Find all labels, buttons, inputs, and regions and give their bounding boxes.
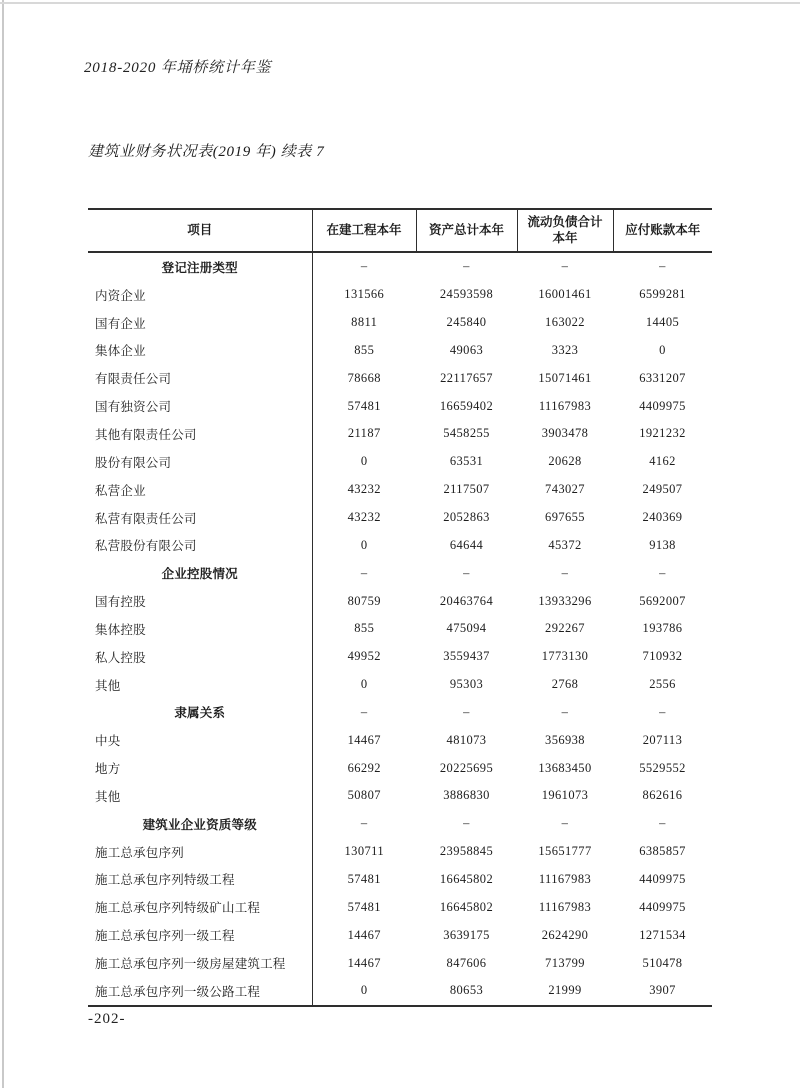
cell-value: 697655 (545, 510, 585, 525)
table-row (88, 309, 712, 337)
cell-value: 710932 (642, 649, 683, 664)
cell-value: 0 (659, 342, 666, 357)
cell-value: 24593598 (439, 287, 494, 302)
cell-value: 163022 (545, 315, 585, 330)
cell-value: 0 (360, 537, 368, 552)
table-row (88, 921, 712, 949)
cell-value: – (463, 704, 470, 719)
cell-value: 43232 (347, 482, 381, 497)
table-header-row (88, 209, 712, 252)
row-label: 集体企业 (88, 337, 312, 365)
row-label: 国有企业 (88, 309, 312, 337)
cell-value: 6599281 (639, 287, 686, 302)
cell-value: 15651777 (538, 844, 592, 859)
cell-value: 475094 (446, 621, 487, 636)
cell-value: 80759 (347, 593, 381, 608)
row-label: 其他 (88, 671, 312, 699)
cell-value: 4162 (649, 454, 676, 469)
cell-value: 57481 (347, 899, 381, 914)
table-row (88, 448, 712, 476)
row-label: 私营股份有限公司 (88, 531, 312, 559)
table-header (88, 209, 712, 252)
cell-value: 2768 (551, 677, 579, 692)
cell-value: – (360, 259, 368, 274)
cell-value: 862616 (642, 788, 683, 803)
cell-value: 240369 (642, 510, 683, 525)
row-label: 施工总承包序列 (88, 838, 312, 866)
cell-value: – (561, 704, 569, 719)
row-label: 隶属关系 (88, 699, 312, 727)
cell-value: 16645802 (439, 871, 494, 886)
cell-value: 43232 (347, 510, 381, 525)
cell-value: 64644 (449, 537, 484, 552)
cell-value: 4409975 (639, 871, 686, 886)
cell-value: 6331207 (639, 370, 686, 385)
cell-value: 292267 (545, 621, 585, 636)
scan-edge-left (2, 0, 4, 1088)
cell-value: 855 (354, 342, 375, 357)
cell-value: 510478 (642, 955, 683, 970)
running-head: 2018-2020 年埇桥统计年鉴 (84, 60, 272, 76)
cell-value: 3903478 (541, 426, 589, 441)
table-row (88, 337, 712, 365)
row-label: 登记注册类型 (88, 252, 312, 281)
cell-value: 9138 (649, 537, 676, 552)
cell-value: 5529552 (639, 760, 686, 775)
row-label: 有限责任公司 (88, 364, 312, 392)
cell-value: 63531 (449, 454, 484, 469)
cell-value: 15071461 (538, 370, 592, 385)
cell-value: 49063 (449, 342, 484, 357)
cell-value: 57481 (347, 871, 381, 886)
cell-value: 5458255 (443, 426, 490, 441)
cell-value: 14405 (645, 315, 680, 330)
cell-value: 3559437 (443, 649, 490, 664)
table-row (88, 838, 712, 866)
table-row (88, 587, 712, 615)
cell-value: 95303 (449, 677, 484, 692)
cell-value: – (561, 565, 569, 580)
row-label: 私人控股 (88, 643, 312, 671)
cell-value: 21999 (517, 977, 613, 1006)
cell-value: 245840 (446, 315, 487, 330)
row-label: 施工总承包序列一级工程 (88, 921, 312, 949)
cell-value: – (463, 816, 470, 831)
cell-value: 2117507 (443, 482, 490, 497)
table-row (88, 949, 712, 977)
column-header-0: 项目 (88, 209, 312, 252)
cell-value: 21187 (347, 426, 381, 441)
table-row (88, 866, 712, 894)
cell-value: 2052863 (443, 510, 490, 525)
cell-value: 14467 (347, 732, 381, 747)
section-row (88, 810, 712, 838)
cell-value: 847606 (446, 955, 487, 970)
cell-value: 4409975 (639, 398, 686, 413)
row-label: 私营企业 (88, 476, 312, 504)
table-row (88, 364, 712, 392)
cell-value: 14467 (347, 955, 381, 970)
cell-value: – (463, 259, 470, 274)
cell-value: 11167983 (538, 871, 592, 886)
row-label: 私营有限责任公司 (88, 504, 312, 532)
table-body (88, 252, 712, 1006)
cell-value: – (360, 704, 368, 719)
cell-value: 3907 (613, 977, 712, 1006)
row-label: 企业控股情况 (88, 559, 312, 587)
cell-value: 3886830 (443, 788, 490, 803)
table-row (88, 504, 712, 532)
cell-value: 16659402 (439, 398, 494, 413)
cell-value: 1921232 (639, 426, 686, 441)
cell-value: 6385857 (639, 844, 686, 859)
cell-value: 855 (354, 621, 375, 636)
cell-value: 0 (360, 454, 368, 469)
cell-value: 713799 (545, 955, 585, 970)
section-row (88, 252, 712, 281)
cell-value: 80653 (416, 977, 517, 1006)
cell-value: 66292 (347, 760, 381, 775)
row-label: 中央 (88, 726, 312, 754)
row-label: 施工总承包序列特级矿山工程 (88, 893, 312, 921)
cell-value: 49952 (347, 649, 381, 664)
row-label: 集体控股 (88, 615, 312, 643)
scan-edge-top (0, 2, 800, 4)
column-header-3: 流动负债合计 本年 (517, 209, 613, 252)
cell-value: – (463, 565, 470, 580)
cell-value: – (561, 816, 569, 831)
cell-value: 23958845 (439, 844, 494, 859)
row-label: 股份有限公司 (88, 448, 312, 476)
cell-value: 22117657 (440, 370, 493, 385)
cell-value: 13683450 (538, 760, 592, 775)
cell-value: 0 (360, 677, 368, 692)
section-row (88, 559, 712, 587)
cell-value: 193786 (642, 621, 683, 636)
row-label: 施工总承包序列一级房屋建筑工程 (88, 949, 312, 977)
cell-value: 2624290 (541, 927, 589, 942)
table-row (88, 643, 712, 671)
column-header-2: 资产总计本年 (416, 209, 517, 252)
cell-value: – (360, 565, 368, 580)
cell-value: – (659, 565, 666, 580)
section-row (88, 699, 712, 727)
cell-value: 20628 (548, 454, 582, 469)
row-label: 施工总承包序列一级公路工程 (88, 977, 312, 1006)
table-title: 建筑业财务状况表(2019 年) 续表 7 (88, 144, 325, 160)
cell-value: 0 (312, 977, 416, 1006)
cell-value: 3639175 (443, 927, 490, 942)
cell-value: – (659, 259, 666, 274)
cell-value: 249507 (642, 482, 683, 497)
cell-value: 481073 (446, 732, 487, 747)
cell-value: 207113 (642, 732, 683, 747)
cell-value: 8811 (351, 315, 378, 330)
row-label: 国有独资公司 (88, 392, 312, 420)
table-row (88, 726, 712, 754)
table-row (88, 392, 712, 420)
cell-value: 20225695 (439, 760, 494, 775)
cell-value: – (360, 816, 368, 831)
row-label: 建筑业企业资质等级 (88, 810, 312, 838)
cell-value: 16001461 (538, 287, 592, 302)
cell-value: 2556 (649, 677, 676, 692)
table-row (88, 782, 712, 810)
table-row (88, 754, 712, 782)
column-header-4: 应付账款本年 (613, 209, 712, 252)
cell-value: 14467 (347, 927, 381, 942)
row-label: 施工总承包序列特级工程 (88, 866, 312, 894)
table-row (88, 615, 712, 643)
cell-value: 130711 (344, 844, 384, 859)
table-row (88, 893, 712, 921)
row-label: 内资企业 (88, 281, 312, 309)
cell-value: 1773130 (541, 649, 589, 664)
row-label: 地方 (88, 754, 312, 782)
cell-value: 356938 (545, 732, 585, 747)
table-row (88, 531, 712, 559)
cell-value: 1961073 (541, 788, 589, 803)
cell-value: – (659, 704, 666, 719)
row-label: 国有控股 (88, 587, 312, 615)
cell-value: 4409975 (639, 899, 686, 914)
finance-table (88, 208, 712, 1007)
table-row (88, 671, 712, 699)
cell-value: 3323 (551, 342, 579, 357)
cell-value: – (659, 816, 666, 831)
cell-value: 20463764 (439, 593, 494, 608)
cell-value: 13933296 (538, 593, 592, 608)
page-number: -202- (88, 1011, 126, 1027)
column-header-1: 在建工程本年 (312, 209, 416, 252)
cell-value: 11167983 (538, 899, 592, 914)
row-label: 其他有限责任公司 (88, 420, 312, 448)
cell-value: – (561, 259, 569, 274)
cell-value: 743027 (545, 482, 585, 497)
cell-value: 5692007 (639, 593, 686, 608)
cell-value: 78668 (347, 370, 381, 385)
cell-value: 16645802 (439, 899, 494, 914)
table-row (88, 281, 712, 309)
table-row (88, 977, 712, 1006)
cell-value: 57481 (347, 398, 381, 413)
cell-value: 131566 (344, 287, 385, 302)
row-label: 其他 (88, 782, 312, 810)
table-row (88, 420, 712, 448)
table-row (88, 476, 712, 504)
cell-value: 50807 (347, 788, 381, 803)
cell-value: 45372 (548, 537, 582, 552)
cell-value: 11167983 (538, 398, 592, 413)
cell-value: 1271534 (639, 927, 686, 942)
